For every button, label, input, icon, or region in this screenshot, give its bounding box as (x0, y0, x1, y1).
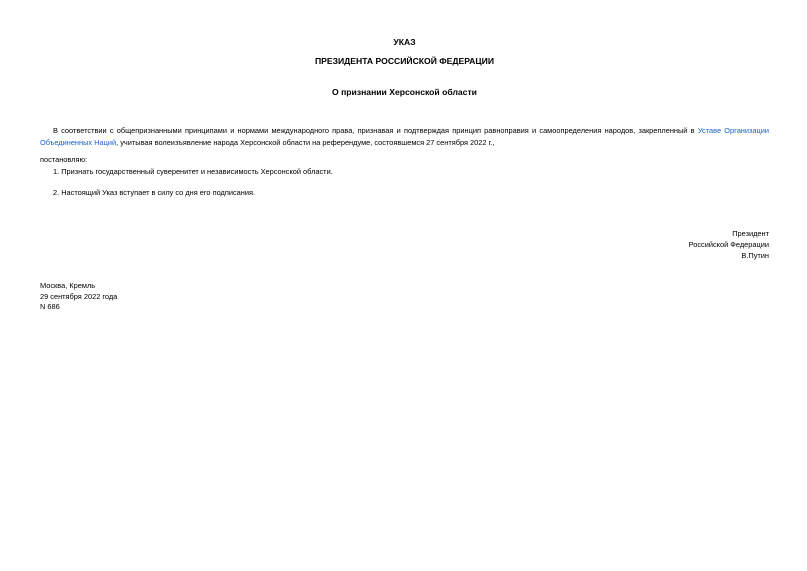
intro-text-end: , учитывая волеизъявление народа Херсонской области на референдуме, состоявшемся 27 сентября 2022 г., (116, 137, 495, 147)
decree-number: N 686 (40, 302, 60, 311)
resolve-line: постановляю: (40, 155, 88, 164)
decree-item-2: 2. Настоящий Указ вступает в силу со дня его подписания. (53, 188, 256, 197)
document-title: УКАЗ (393, 37, 416, 47)
signature-position: Президент (732, 229, 769, 238)
intro-paragraph (40, 125, 769, 148)
decree-item-1: 1. Признать государственный суверенитет и независимость Херсонской области. (53, 167, 333, 176)
issue-date: 29 сентября 2022 года (40, 292, 118, 301)
signature-name: В.Путин (741, 251, 769, 260)
document-issuer: ПРЕЗИДЕНТА РОССИЙСКОЙ ФЕДЕРАЦИИ (314, 56, 495, 66)
document-subject: О признании Херсонской области (332, 87, 477, 97)
intro-text-start: В соответствии с общепризнанными принципами и нормами международного права, признавая и подтверждая принцип равноправия и самоопределения народов, закрепленный в (53, 126, 698, 135)
signature-country: Российской Федерации (688, 240, 769, 249)
issue-place: Москва, Кремль (40, 281, 96, 290)
un-charter-link[interactable]: Уставе Организации Объединенных Наций (40, 126, 769, 147)
